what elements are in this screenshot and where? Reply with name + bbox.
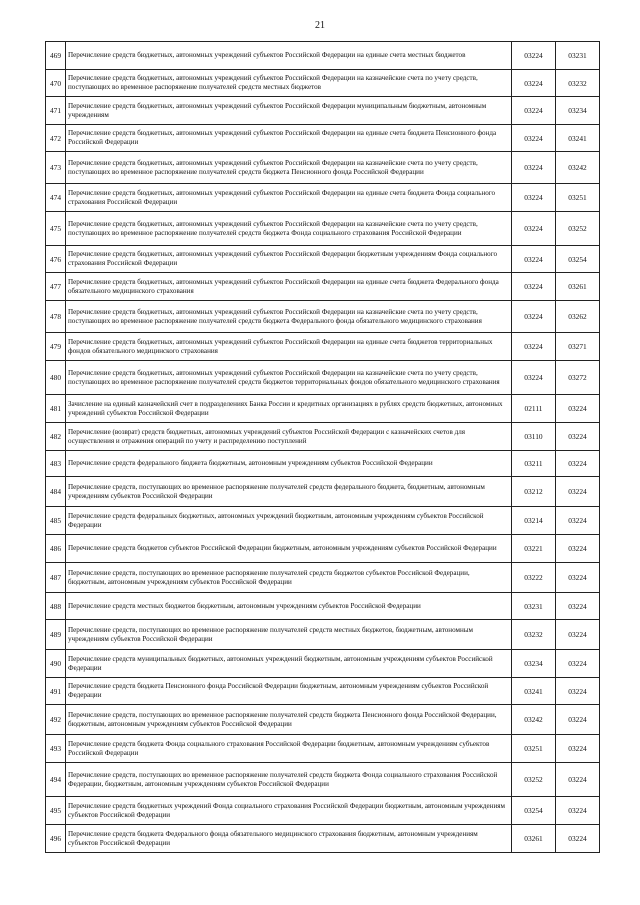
row-description: Перечисление средств бюджетов субъектов Российской Федерации бюджетным, автономным учреждениям субъектов Российской Федерации bbox=[66, 535, 512, 563]
row-code-credit: 03224 bbox=[556, 507, 600, 535]
table-row bbox=[46, 152, 600, 184]
row-code-debit: 03224 bbox=[512, 152, 556, 184]
row-number: 478 bbox=[46, 301, 66, 333]
row-number: 494 bbox=[46, 763, 66, 797]
row-code-credit: 03224 bbox=[556, 763, 600, 797]
row-number: 469 bbox=[46, 42, 66, 70]
row-code-debit: 03224 bbox=[512, 273, 556, 301]
row-number: 482 bbox=[46, 423, 66, 451]
row-number: 480 bbox=[46, 361, 66, 395]
row-code-debit: 03261 bbox=[512, 825, 556, 853]
row-code-credit: 03224 bbox=[556, 705, 600, 735]
row-code-credit: 03224 bbox=[556, 477, 600, 507]
row-code-debit: 03224 bbox=[512, 97, 556, 125]
table-row bbox=[46, 507, 600, 535]
row-code-credit: 03262 bbox=[556, 301, 600, 333]
row-code-debit: 03224 bbox=[512, 70, 556, 97]
row-number: 470 bbox=[46, 70, 66, 97]
row-description: Зачисление на единый казначейский счет в подразделениях Банка России и кредитных организациях в рублях средств бюджетных, автономных учреждений субъектов Российской Федерации bbox=[66, 395, 512, 423]
row-description: Перечисление средств бюджета Федерального фонда обязательного медицинского страхования бюджетным, автономным учреждениям субъектов Российской Федерации bbox=[66, 825, 512, 853]
row-code-debit: 03232 bbox=[512, 620, 556, 650]
table-row bbox=[46, 70, 600, 97]
row-code-debit: 03224 bbox=[512, 333, 556, 361]
row-description: Перечисление средств бюджетных, автономных учреждений субъектов Российской Федерации на казначейские счета по учету средств, поступающих во временное распоряжение получателей средств бюджета Фонда социального страхования Российской Федерации bbox=[66, 212, 512, 246]
row-number: 471 bbox=[46, 97, 66, 125]
row-code-credit: 03224 bbox=[556, 825, 600, 853]
table-row bbox=[46, 735, 600, 763]
row-description: Перечисление средств бюджетных, автономных учреждений субъектов Российской Федерации на казначейские счета по учету средств, поступающих во временное распоряжение получателей средств бюджета Федерального фонда обязательного медицинского страхования bbox=[66, 301, 512, 333]
row-code-debit: 03224 bbox=[512, 42, 556, 70]
row-code-credit: 03224 bbox=[556, 797, 600, 825]
table-row bbox=[46, 42, 600, 70]
row-description: Перечисление средств, поступающих во временное распоряжение получателей средств бюджетов субъектов Российской Федерации, бюджетным, автономным учреждениям субъектов Российской Федерации bbox=[66, 563, 512, 593]
row-code-debit: 03224 bbox=[512, 246, 556, 273]
row-number: 479 bbox=[46, 333, 66, 361]
row-code-credit: 03224 bbox=[556, 620, 600, 650]
row-number: 485 bbox=[46, 507, 66, 535]
row-number: 495 bbox=[46, 797, 66, 825]
row-code-credit: 03224 bbox=[556, 650, 600, 678]
table-row bbox=[46, 97, 600, 125]
row-number: 483 bbox=[46, 451, 66, 477]
row-code-credit: 03251 bbox=[556, 184, 600, 212]
row-description: Перечисление средств бюджетных, автономных учреждений субъектов Российской Федерации бюджетным учреждениям Фонда социального страхования Российской Федерации bbox=[66, 246, 512, 273]
table-row bbox=[46, 184, 600, 212]
table-row bbox=[46, 705, 600, 735]
row-number: 472 bbox=[46, 125, 66, 152]
row-number: 475 bbox=[46, 212, 66, 246]
row-description: Перечисление средств бюджетных, автономных учреждений субъектов Российской Федерации на единые счета бюджетов территориальных фондов обязательного медицинского страхования bbox=[66, 333, 512, 361]
row-description: Перечисление средств бюджетных, автономных учреждений субъектов Российской Федерации на казначейские счета по учету средств, поступающих во временное распоряжение получателей средств бюджета Пенсионного фонда Российской Федерации bbox=[66, 152, 512, 184]
table-row bbox=[46, 451, 600, 477]
row-code-credit: 03224 bbox=[556, 563, 600, 593]
row-code-credit: 03224 bbox=[556, 593, 600, 620]
row-description: Перечисление средств бюджетных, автономных учреждений субъектов Российской Федерации на единые счета местных бюджетов bbox=[66, 42, 512, 70]
row-code-debit: 03224 bbox=[512, 184, 556, 212]
row-number: 484 bbox=[46, 477, 66, 507]
row-number: 486 bbox=[46, 535, 66, 563]
row-number: 487 bbox=[46, 563, 66, 593]
row-description: Перечисление средств федерального бюджета бюджетным, автономным учреждениям субъектов Российской Федерации bbox=[66, 451, 512, 477]
row-code-debit: 03254 bbox=[512, 797, 556, 825]
table-row bbox=[46, 620, 600, 650]
row-code-credit: 03232 bbox=[556, 70, 600, 97]
row-description: Перечисление средств федеральных бюджетных, автономных учреждений бюджетным, автономным учреждениям субъектов Российской Федерации bbox=[66, 507, 512, 535]
row-description: Перечисление средств бюджетных, автономных учреждений субъектов Российской Федерации на единые счета бюджета Фонда социального страхования Российской Федерации bbox=[66, 184, 512, 212]
row-code-credit: 03224 bbox=[556, 678, 600, 705]
row-description: Перечисление средств бюджета Фонда социального страхования Российской Федерации бюджетным, автономным учреждениям субъектов Российской Федерации bbox=[66, 735, 512, 763]
row-code-debit: 03242 bbox=[512, 705, 556, 735]
row-number: 493 bbox=[46, 735, 66, 763]
table-row bbox=[46, 477, 600, 507]
row-code-debit: 03241 bbox=[512, 678, 556, 705]
row-description: Перечисление средств бюджетных, автономных учреждений субъектов Российской Федерации на единые счета бюджета Пенсионного фонда Российской Федерации bbox=[66, 125, 512, 152]
table-row bbox=[46, 535, 600, 563]
table-row bbox=[46, 301, 600, 333]
row-description: Перечисление средств бюджетных, автономных учреждений субъектов Российской Федерации муниципальным бюджетным, автономным учреждениям bbox=[66, 97, 512, 125]
table-row bbox=[46, 246, 600, 273]
row-description: Перечисление средств бюджетных, автономных учреждений субъектов Российской Федерации на единые счета бюджета Федерального фонда обязательного медицинского страхования bbox=[66, 273, 512, 301]
table-row bbox=[46, 395, 600, 423]
row-description: Перечисление средств местных бюджетов бюджетным, автономным учреждениям субъектов Российской Федерации bbox=[66, 593, 512, 620]
row-code-credit: 03224 bbox=[556, 735, 600, 763]
row-code-debit: 03212 bbox=[512, 477, 556, 507]
row-code-debit: 02111 bbox=[512, 395, 556, 423]
row-code-credit: 03254 bbox=[556, 246, 600, 273]
row-code-credit: 03224 bbox=[556, 395, 600, 423]
row-number: 476 bbox=[46, 246, 66, 273]
row-description: Перечисление средств бюджетных, автономных учреждений субъектов Российской Федерации на казначейские счета по учету средств, поступающих во временное распоряжение получателей средств местных бюджетов bbox=[66, 70, 512, 97]
row-code-debit: 03224 bbox=[512, 212, 556, 246]
row-description: Перечисление средств бюджета Пенсионного фонда Российской Федерации бюджетным, автономным учреждениям субъектов Российской Федерации bbox=[66, 678, 512, 705]
table-row bbox=[46, 273, 600, 301]
table-row bbox=[46, 361, 600, 395]
row-description: Перечисление (возврат) средств бюджетных, автономных учреждений субъектов Российской Федерации с казначейских счетов для осуществления и отражения операций по учету и распределению поступлений bbox=[66, 423, 512, 451]
row-code-credit: 03234 bbox=[556, 97, 600, 125]
table-row bbox=[46, 125, 600, 152]
table-row bbox=[46, 423, 600, 451]
row-code-debit: 03251 bbox=[512, 735, 556, 763]
operations-table bbox=[45, 41, 600, 853]
row-code-credit: 03272 bbox=[556, 361, 600, 395]
row-description: Перечисление средств, поступающих во временное распоряжение получателей средств бюджета Фонда социального страхования Российской Федерации, бюджетным, автономным учреждениям субъектов Российской Федерации bbox=[66, 763, 512, 797]
row-code-debit: 03252 bbox=[512, 763, 556, 797]
table-row bbox=[46, 797, 600, 825]
table-row bbox=[46, 593, 600, 620]
row-code-credit: 03261 bbox=[556, 273, 600, 301]
row-code-credit: 03252 bbox=[556, 212, 600, 246]
row-number: 490 bbox=[46, 650, 66, 678]
row-description: Перечисление средств, поступающих во временное распоряжение получателей средств местных бюджетов, бюджетным, автономным учреждениям субъектов Российской Федерации bbox=[66, 620, 512, 650]
row-code-credit: 03224 bbox=[556, 535, 600, 563]
row-code-credit: 03241 bbox=[556, 125, 600, 152]
row-code-debit: 03234 bbox=[512, 650, 556, 678]
table-row bbox=[46, 333, 600, 361]
row-number: 488 bbox=[46, 593, 66, 620]
row-code-debit: 03221 bbox=[512, 535, 556, 563]
row-number: 474 bbox=[46, 184, 66, 212]
table-row bbox=[46, 563, 600, 593]
row-code-credit: 03224 bbox=[556, 451, 600, 477]
row-code-debit: 03222 bbox=[512, 563, 556, 593]
row-code-credit: 03231 bbox=[556, 42, 600, 70]
row-number: 491 bbox=[46, 678, 66, 705]
row-number: 489 bbox=[46, 620, 66, 650]
row-number: 473 bbox=[46, 152, 66, 184]
row-code-credit: 03271 bbox=[556, 333, 600, 361]
row-description: Перечисление средств муниципальных бюджетных, автономных учреждений бюджетным, автономным учреждениям субъектов Российской Федерации bbox=[66, 650, 512, 678]
row-code-debit: 03224 bbox=[512, 361, 556, 395]
row-description: Перечисление средств, поступающих во временное распоряжение получателей средств бюджета Пенсионного фонда Российской Федерации, бюджетным, автономным учреждениям субъектов Российской Федерации bbox=[66, 705, 512, 735]
row-number: 477 bbox=[46, 273, 66, 301]
row-code-debit: 03214 bbox=[512, 507, 556, 535]
page-number: 21 bbox=[315, 20, 325, 31]
table-row bbox=[46, 678, 600, 705]
row-code-credit: 03242 bbox=[556, 152, 600, 184]
table-row bbox=[46, 825, 600, 853]
row-number: 492 bbox=[46, 705, 66, 735]
row-code-debit: 03211 bbox=[512, 451, 556, 477]
row-description: Перечисление средств, поступающих во временное распоряжение получателей средств федерального бюджета, бюджетным, автономным учреждениям субъектов Российской Федерации bbox=[66, 477, 512, 507]
row-code-debit: 03224 bbox=[512, 125, 556, 152]
table-row bbox=[46, 763, 600, 797]
row-code-debit: 03110 bbox=[512, 423, 556, 451]
row-number: 481 bbox=[46, 395, 66, 423]
row-code-debit: 03224 bbox=[512, 301, 556, 333]
row-description: Перечисление средств бюджетных учреждений Фонда социального страхования Российской Федерации бюджетным, автономным учреждениям субъектов Российской Федерации bbox=[66, 797, 512, 825]
row-description: Перечисление средств бюджетных, автономных учреждений субъектов Российской Федерации на казначейские счета по учету средств, поступающих во временное распоряжение получателей средств бюджетов территориальных фондов обязательного медицинского страхования bbox=[66, 361, 512, 395]
row-number: 496 bbox=[46, 825, 66, 853]
table-row bbox=[46, 650, 600, 678]
row-code-credit: 03224 bbox=[556, 423, 600, 451]
row-code-debit: 03231 bbox=[512, 593, 556, 620]
table-body bbox=[46, 42, 600, 853]
table-row bbox=[46, 212, 600, 246]
